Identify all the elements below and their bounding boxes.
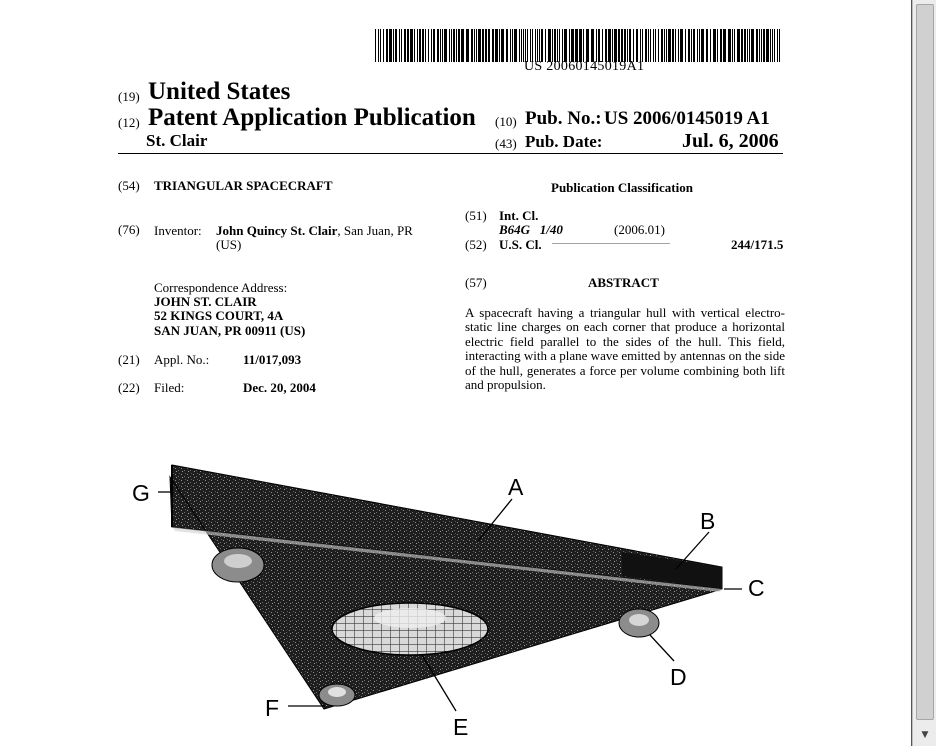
barcode-bar [471,29,473,62]
barcode-bar [419,29,421,62]
barcode-bar [519,29,520,62]
barcode-bar [636,29,638,62]
header-rule [118,153,783,154]
pub-date-label: Pub. Date: [525,132,603,151]
barcode-bar [466,29,469,62]
barcode-bar [751,29,754,62]
barcode-bar [386,29,388,62]
barcode-bar [723,29,726,62]
barcode-bar [431,29,432,62]
barcode-bar [437,29,439,62]
barcode-bar [766,29,769,62]
barcode-bar [759,29,760,62]
type-code: (12) [118,115,140,130]
intcl-label: Int. Cl. [499,208,539,223]
figure-label-g: G [132,480,150,506]
barcode-bar [668,29,671,62]
vertical-scrollbar[interactable] [912,0,936,746]
barcode-bar [710,29,711,62]
barcode-bar [499,29,500,62]
barcode-bar [512,29,513,62]
barcode-bar [474,29,475,62]
barcode-bar [734,29,735,62]
barcode-bar [744,29,746,62]
barcode-bar [586,29,589,62]
barcode-bar [614,29,617,62]
barcode-bar [640,29,641,62]
barcode-bar [678,29,679,62]
barcode-bar [393,29,394,62]
pub-date-code: (43) [495,136,517,151]
barcode-bar [664,29,665,62]
barcode-bar [444,29,447,62]
barcode-bar [642,29,643,62]
barcode-bar [648,29,649,62]
barcode-bar [761,29,762,62]
barcode-bar [501,29,504,62]
barcode-bar [552,29,553,62]
barcode-bar [380,29,381,62]
correspondence-label: Correspondence Address: [154,280,288,295]
barcode-bar [717,29,718,62]
inventor-country: (US) [216,237,242,252]
barcode-bar [608,29,611,62]
barcode-bar [389,29,392,62]
barcode-bar [401,29,402,62]
barcode-bar [451,29,452,62]
inventor-location: , San Juan, PR [337,223,413,238]
barcode-bar [605,29,607,62]
barcode-bar [774,29,775,62]
country-code: (19) [118,89,140,104]
barcode-bar [399,29,400,62]
barcode-bar [482,29,484,62]
barcode-bar [404,29,406,62]
barcode-bar [779,29,780,62]
appl-label: Appl. No.: [154,352,210,367]
barcode-bar [554,29,556,62]
barcode-bar [655,29,656,62]
barcode-bar [453,29,455,62]
barcode-bar [701,29,704,62]
barcode-bar [375,29,376,62]
barcode-bar [571,29,574,62]
barcode-bar [777,29,778,62]
barcode-bar [685,29,686,62]
filed-code: (22) [118,380,140,395]
barcode-bar [532,29,533,62]
uscl-code: (52) [465,237,487,252]
barcode-bar [569,29,570,62]
barcode-bar [629,29,631,62]
inventor [216,223,413,239]
barcode-bar [749,29,750,62]
barcode-bar [612,29,613,62]
barcode-bar [653,29,654,62]
barcode-bar [535,29,536,62]
barcode-bar [521,29,522,62]
barcode-bar [713,29,716,62]
intcl-year: (2006.01) [614,222,665,237]
appl-code: (21) [118,352,140,367]
barcode-bar [449,29,450,62]
barcode-bar [697,29,698,62]
barcode-bar [378,29,379,62]
barcode-bar [699,29,700,62]
abstract-text: A spacecraft having a triangular hull with vertical electro-static line charges on each corner that produce a horizontal electric field parallel to the sides of the hull. This field, interacting with a plane wave emitted by antennas on the side of the hull, generates a force per volume combining both lift and propulsion. [465,305,785,393]
barcode-bar [548,29,551,62]
barcode-bar [410,29,413,62]
country: United States [148,78,291,105]
title-code: (54) [118,178,140,193]
correspondence-line-1: JOHN ST. CLAIR [154,294,257,309]
barcode-bar [433,29,435,62]
barcode-bar [658,29,659,62]
barcode-bar [737,29,740,62]
barcode-bar [476,29,477,62]
barcode-bar [539,29,540,62]
spacecraft-figure [120,455,800,746]
barcode-bar [442,29,443,62]
barcode-bar [763,29,765,62]
barcode-bar [645,29,647,62]
intcl-code: (51) [465,208,487,223]
figure-label-d: D [670,664,687,690]
barcode-bar [395,29,397,62]
barcode-bar [680,29,683,62]
barcode-bar [523,29,524,62]
barcode-bar [510,29,511,62]
barcode-bar [527,29,528,62]
barcode-bar [650,29,651,62]
scroll-down-arrow[interactable]: ▼ [921,730,929,740]
filed-date: Dec. 20, 2004 [243,380,316,395]
pub-date: Jul. 6, 2006 [682,130,779,152]
correspondence-line-2: 52 KINGS COURT, 4A [154,308,284,323]
barcode-bar [407,29,409,62]
barcode-bar [495,29,498,62]
barcode-bar [422,29,424,62]
figure-label-c: C [748,575,765,601]
classification-heading: Publication Classification [551,180,693,195]
barcode-bar [428,29,429,62]
inventor-name: John Quincy St. Clair [216,223,338,238]
barcode-bar [602,29,603,62]
barcode-bar [425,29,426,62]
pub-no: US 2006/0145019 A1 [604,108,770,129]
author: St. Clair [146,131,208,150]
barcode-bar [383,29,384,62]
figure-label-a: A [508,474,524,500]
inventor-label: Inventor: [154,223,202,238]
barcode-bar [485,29,487,62]
barcode-bar [706,29,708,62]
barcode-bar [417,29,418,62]
scroll-thumb[interactable] [916,4,934,720]
barcode-bar [458,29,460,62]
barcode-bar [488,29,490,62]
barcode-bar [688,29,690,62]
barcode-bar [478,29,481,62]
barcode [375,29,783,62]
figure-label-f: F [265,695,280,721]
barcode-bar [618,29,620,62]
uscl-label: U.S. Cl. [499,237,542,252]
barcode-bar [598,29,600,62]
barcode-bar [747,29,748,62]
barcode-bar [492,29,494,62]
barcode-bar [583,29,584,62]
barcode-bar [770,29,771,62]
barcode-bar [633,29,634,62]
barcode-bar [564,29,567,62]
barcode-bar [541,29,543,62]
barcode-bar [414,29,415,62]
abstract-heading: ABSTRACT [588,275,659,290]
barcode-bar [579,29,582,62]
barcode-bar [591,29,594,62]
intcl-class: B64G 1/40 [499,222,563,237]
barcode-bar [514,29,517,62]
barcode-bar [675,29,676,62]
barcode-bar [728,29,731,62]
barcode-bar [720,29,722,62]
barcode-bar [525,29,526,62]
uscl-dots: ........................................................... [552,237,670,246]
barcode-bar [672,29,674,62]
inventor-code: (76) [118,222,140,237]
barcode-bar [575,29,578,62]
uscl-value: 244/171.5 [731,237,784,252]
barcode-bar [732,29,733,62]
barcode-bar [506,29,508,62]
filed-label: Filed: [154,380,185,395]
abstract-code: (57) [465,275,487,290]
barcode-number: US 20060145019A1 [524,59,645,74]
barcode-bar [772,29,773,62]
barcode-bar [693,29,695,62]
barcode-bar [661,29,663,62]
barcode-bar [562,29,563,62]
correspondence-line-3: SAN JUAN, PR 00911 (US) [154,323,306,338]
barcode-bar [666,29,667,62]
figure-label-e: E [453,714,469,740]
barcode-bar [557,29,558,62]
barcode-bar [756,29,758,62]
barcode-bar [627,29,628,62]
barcode-bar [691,29,692,62]
appl-no: 11/017,093 [243,352,302,367]
publication-type: Patent Application Publication [148,104,476,131]
pub-no-code: (10) [495,114,517,129]
pub-no-label: Pub. No.: [525,108,602,129]
barcode-bar [741,29,743,62]
patent-title: TRIANGULAR SPACECRAFT [154,178,333,193]
barcode-bar [624,29,626,62]
barcode-bar [440,29,441,62]
barcode-bar [621,29,623,62]
barcode-bar [530,29,531,62]
barcode-bar [596,29,597,62]
barcode-bar [545,29,546,62]
barcode-bar [559,29,560,62]
barcode-bar [537,29,538,62]
figure-label-b: B [700,508,716,534]
barcode-bar [456,29,457,62]
barcode-bar [461,29,464,62]
